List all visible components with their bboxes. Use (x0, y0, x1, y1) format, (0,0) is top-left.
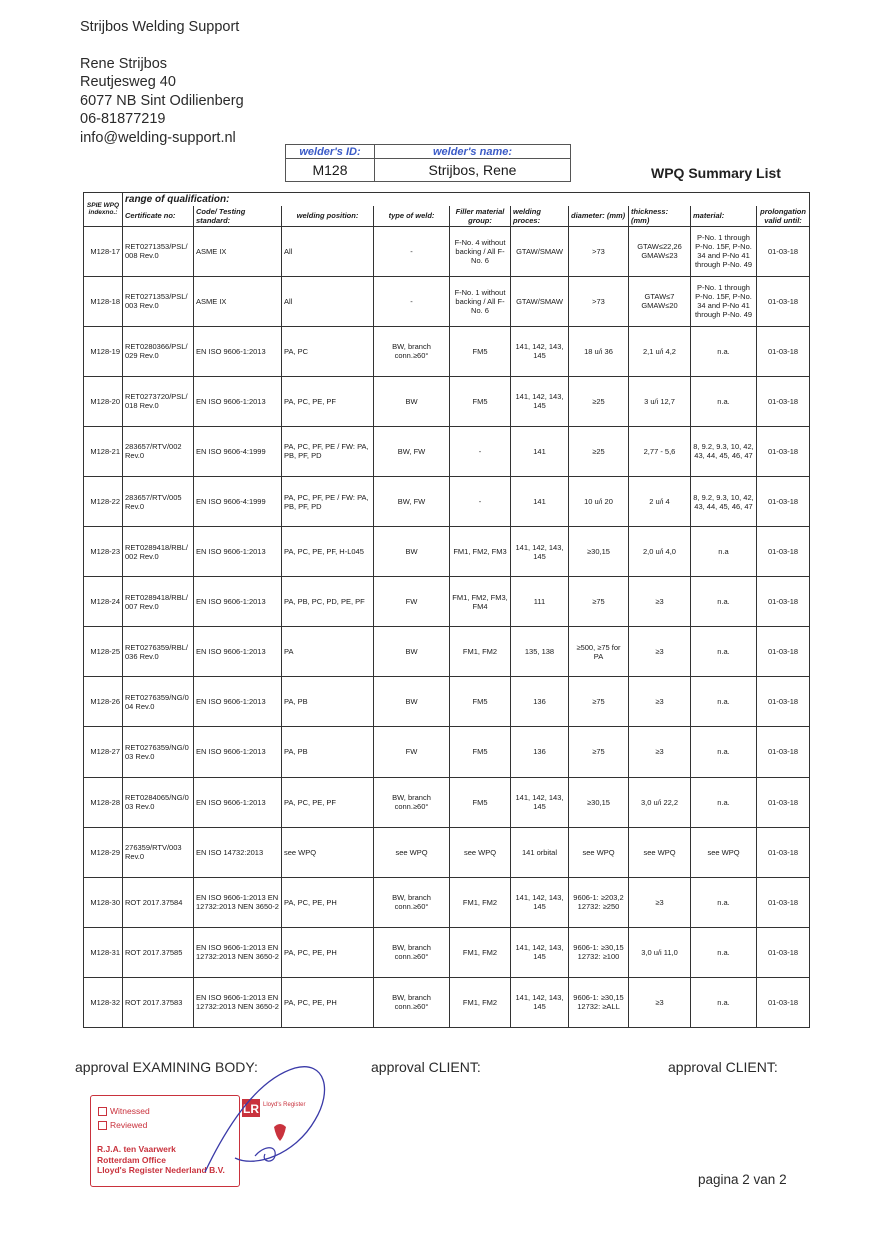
cell-position: PA, PC, PE, PH (282, 977, 374, 1027)
cell-prolong: 01-03-18 (757, 627, 810, 677)
cell-thickness: ≥3 (629, 877, 691, 927)
cell-thickness: ≥3 (629, 727, 691, 777)
cell-filler: FM1, FM2 (450, 877, 511, 927)
cell-diameter: ≥500, ≥75 for PA (569, 627, 629, 677)
approval-client-1: approval CLIENT: (371, 1059, 481, 1075)
signature-flourish-icon (195, 1050, 335, 1180)
witnessed-label: Witnessed (110, 1106, 150, 1116)
logo-text: Lloyd's Register (263, 1102, 306, 1108)
table-row (84, 877, 810, 927)
header-process: welding proces: (511, 206, 569, 227)
cell-code: EN ISO 9606-1:2013 (194, 326, 282, 376)
cell-position: PA, PB (282, 727, 374, 777)
cell-process: 136 (511, 727, 569, 777)
welder-id: M128 (286, 159, 375, 182)
cell-material: 8, 9.2, 9.3, 10, 42, 43, 44, 45, 46, 47 (691, 426, 757, 476)
cell-thickness: GTAW≤22,26 GMAW≤23 (629, 226, 691, 276)
welder-id-label: welder's ID: (286, 145, 375, 159)
cell-thickness: see WPQ (629, 827, 691, 877)
approval-examining-body: approval EXAMINING BODY: (75, 1059, 258, 1075)
cell-prolong: 01-03-18 (757, 827, 810, 877)
stamp-name: R.J.A. ten Vaarwerk (97, 1144, 176, 1154)
table-row (84, 827, 810, 877)
cell-thickness: 2,0 u/i 4,0 (629, 527, 691, 577)
cell-weld: BW, FW (374, 476, 450, 526)
cell-process: 136 (511, 677, 569, 727)
cell-filler: FM1, FM2 (450, 627, 511, 677)
cell-thickness: 3 u/i 12,7 (629, 376, 691, 426)
cell-position: PA, PC, PF, PE / FW: PA, PB, PF, PD (282, 426, 374, 476)
cell-thickness: 3,0 u/i 11,0 (629, 927, 691, 977)
cell-code: EN ISO 9606-1:2013 (194, 376, 282, 426)
cell-process: 141 (511, 426, 569, 476)
cell-weld: BW, branch conn.≥60° (374, 777, 450, 827)
cell-filler: FM1, FM2 (450, 927, 511, 977)
cell-material: n.a. (691, 927, 757, 977)
cell-prolong: 01-03-18 (757, 476, 810, 526)
cell-material: see WPQ (691, 827, 757, 877)
table-row (84, 226, 810, 276)
logo-letters: LR (243, 1102, 259, 1116)
cell-prolong: 01-03-18 (757, 276, 810, 326)
cell-diameter: 9606-1: ≥30,15 12732: ≥100 (569, 927, 629, 977)
cell-cert: 283657/RTV/005 Rev.0 (123, 476, 194, 526)
cell-code: EN ISO 9606-1:2013 (194, 627, 282, 677)
cell-weld: see WPQ (374, 827, 450, 877)
cell-prolong: 01-03-18 (757, 977, 810, 1027)
cell-prolong: 01-03-18 (757, 727, 810, 777)
cell-material: n.a (691, 527, 757, 577)
cell-weld: BW, branch conn.≥60° (374, 326, 450, 376)
cell-position: PA, PC, PE, PF, H-L045 (282, 527, 374, 577)
table-row (84, 627, 810, 677)
cell-process: 141 orbital (511, 827, 569, 877)
cell-weld: BW, branch conn.≥60° (374, 877, 450, 927)
cell-cert: RET0276359/RBL/ 036 Rev.0 (123, 627, 194, 677)
cell-cert: RET0271353/PSL/ 008 Rev.0 (123, 226, 194, 276)
header-prolong: prolongation valid until: (757, 206, 810, 227)
stamp-company: Lloyd's Register Nederland B.V. (97, 1165, 225, 1175)
cell-index: M128-26 (84, 677, 123, 727)
cell-material: n.a. (691, 877, 757, 927)
cell-prolong: 01-03-18 (757, 376, 810, 426)
page-number: pagina 2 van 2 (698, 1172, 787, 1187)
welder-info-table (285, 144, 571, 182)
index-header: SPIE WPQ indexno.: (84, 193, 123, 227)
cell-prolong: 01-03-18 (757, 326, 810, 376)
cell-cert: ROT 2017.37583 (123, 977, 194, 1027)
cell-filler: see WPQ (450, 827, 511, 877)
cell-position: PA, PC, PE, PF (282, 376, 374, 426)
cell-diameter: 9606-1: ≥30,15 12732: ≥ALL (569, 977, 629, 1027)
cell-cert: ROT 2017.37585 (123, 927, 194, 977)
cell-cert: RET0289418/RBL/ 007 Rev.0 (123, 577, 194, 627)
cell-weld: FW (374, 727, 450, 777)
header-diameter: diameter: (mm) (569, 206, 629, 227)
cell-weld: BW (374, 677, 450, 727)
table-row (84, 927, 810, 977)
cell-prolong: 01-03-18 (757, 426, 810, 476)
cell-material: P-No. 1 through P-No. 15F, P-No. 34 and P-No 41 through P-No. 49 (691, 276, 757, 326)
cell-thickness: ≥3 (629, 977, 691, 1027)
cell-process: 141, 142, 143, 145 (511, 877, 569, 927)
cell-prolong: 01-03-18 (757, 577, 810, 627)
email-address: info@welding-support.nl (80, 129, 236, 146)
cell-weld: - (374, 226, 450, 276)
cell-filler: F-No. 1 without backing / All F-No. 6 (450, 276, 511, 326)
cell-thickness: GTAW≤7 GMAW≤20 (629, 276, 691, 326)
company-name: Strijbos Welding Support (80, 19, 240, 35)
cell-diameter: >73 (569, 276, 629, 326)
cell-index: M128-23 (84, 527, 123, 577)
cell-weld: BW (374, 627, 450, 677)
contact-name: Rene Strijbos (80, 55, 168, 72)
qualification-table (83, 192, 810, 1028)
cell-process: 141, 142, 143, 145 (511, 527, 569, 577)
cell-process: 141, 142, 143, 145 (511, 977, 569, 1027)
cell-thickness: 2,77 - 5,6 (629, 426, 691, 476)
cell-diameter: ≥30,15 (569, 777, 629, 827)
cell-index: M128-25 (84, 627, 123, 677)
cell-cert: RET0271353/PSL/ 003 Rev.0 (123, 276, 194, 326)
cell-material: n.a. (691, 326, 757, 376)
cell-material: n.a. (691, 777, 757, 827)
checkbox-icon (98, 1107, 107, 1116)
cell-code: EN ISO 9606-1:2013 (194, 727, 282, 777)
approval-client-2: approval CLIENT: (668, 1059, 778, 1075)
cell-weld: FW (374, 577, 450, 627)
cell-cert: RET0273720/PSL/ 018 Rev.0 (123, 376, 194, 426)
cell-position: PA, PB (282, 677, 374, 727)
cell-cert: RET0289418/RBL/ 002 Rev.0 (123, 527, 194, 577)
cell-index: M128-17 (84, 226, 123, 276)
cell-material: P-No. 1 through P-No. 15F, P-No. 34 and P-No 41 through P-No. 49 (691, 226, 757, 276)
cell-position: PA, PC (282, 326, 374, 376)
cell-position: PA, PC, PF, PE / FW: PA, PB, PF, PD (282, 476, 374, 526)
cell-position: All (282, 276, 374, 326)
cell-prolong: 01-03-18 (757, 677, 810, 727)
cell-index: M128-29 (84, 827, 123, 877)
cell-thickness: ≥3 (629, 627, 691, 677)
cell-material: n.a. (691, 577, 757, 627)
cell-position: PA, PC, PE, PF (282, 777, 374, 827)
cell-thickness: ≥3 (629, 577, 691, 627)
cell-index: M128-18 (84, 276, 123, 326)
table-row (84, 527, 810, 577)
reviewed-label: Reviewed (110, 1120, 148, 1130)
range-header: range of qualification: (123, 193, 810, 206)
cell-process: 141, 142, 143, 145 (511, 927, 569, 977)
header-filler: Filler material group: (450, 206, 511, 227)
cell-diameter: ≥30,15 (569, 527, 629, 577)
table-row (84, 577, 810, 627)
cell-filler: - (450, 476, 511, 526)
reviewed-checkbox (98, 1120, 147, 1131)
cell-diameter: >73 (569, 226, 629, 276)
header-position: welding position: (282, 206, 374, 227)
cell-material: n.a. (691, 627, 757, 677)
table-row (84, 276, 810, 326)
cell-process: 135, 138 (511, 627, 569, 677)
cell-filler: FM1, FM2 (450, 977, 511, 1027)
cell-code: EN ISO 14732:2013 (194, 827, 282, 877)
cell-process: GTAW/SMAW (511, 226, 569, 276)
cell-code: EN ISO 9606-4:1999 (194, 476, 282, 526)
cell-process: GTAW/SMAW (511, 276, 569, 326)
table-row (84, 977, 810, 1027)
cell-position: PA, PC, PE, PH (282, 877, 374, 927)
cell-material: n.a. (691, 977, 757, 1027)
cell-prolong: 01-03-18 (757, 777, 810, 827)
cell-diameter: 10 u/i 20 (569, 476, 629, 526)
cell-position: PA, PB, PC, PD, PE, PF (282, 577, 374, 627)
cell-cert: RET0284065/NG/0 03 Rev.0 (123, 777, 194, 827)
cell-code: EN ISO 9606-4:1999 (194, 426, 282, 476)
cell-index: M128-24 (84, 577, 123, 627)
cell-code: ASME IX (194, 226, 282, 276)
cell-code: EN ISO 9606-1:2013 (194, 527, 282, 577)
table-row (84, 376, 810, 426)
cell-prolong: 01-03-18 (757, 226, 810, 276)
cell-diameter: ≥75 (569, 577, 629, 627)
cell-index: M128-28 (84, 777, 123, 827)
witnessed-checkbox (98, 1106, 150, 1117)
phone-number: 06-81877219 (80, 111, 166, 128)
cell-thickness: 3,0 u/i 22,2 (629, 777, 691, 827)
cell-code: EN ISO 9606-1:2013 EN 12732:2013 NEN 3650-2 (194, 977, 282, 1027)
cell-index: M128-30 (84, 877, 123, 927)
cell-filler: FM5 (450, 727, 511, 777)
cell-weld: BW (374, 527, 450, 577)
cell-weld: BW, branch conn.≥60° (374, 927, 450, 977)
header-material: material: (691, 206, 757, 227)
cell-filler: FM1, FM2, FM3, FM4 (450, 577, 511, 627)
cell-diameter: ≥25 (569, 426, 629, 476)
cell-position: PA, PC, PE, PH (282, 927, 374, 977)
cell-cert: 283657/RTV/002 Rev.0 (123, 426, 194, 476)
cell-process: 141, 142, 143, 145 (511, 326, 569, 376)
cell-filler: F-No. 4 without backing / All F-No. 6 (450, 226, 511, 276)
cell-position: All (282, 226, 374, 276)
header-code: Code/ Testing standard: (194, 206, 282, 227)
welder-name: Strijbos, Rene (375, 159, 571, 182)
cell-diameter: 18 u/i 36 (569, 326, 629, 376)
cell-material: n.a. (691, 376, 757, 426)
street-address: Reutjesweg 40 (80, 74, 176, 91)
stamp-office: Rotterdam Office (97, 1154, 166, 1165)
cell-process: 141 (511, 476, 569, 526)
cell-index: M128-21 (84, 426, 123, 476)
cell-diameter: ≥75 (569, 677, 629, 727)
cell-filler: FM5 (450, 326, 511, 376)
cell-code: EN ISO 9606-1:2013 (194, 777, 282, 827)
cell-code: EN ISO 9606-1:2013 EN 12732:2013 NEN 3650-2 (194, 877, 282, 927)
cell-index: M128-20 (84, 376, 123, 426)
cell-filler: - (450, 426, 511, 476)
cell-index: M128-19 (84, 326, 123, 376)
cell-code: EN ISO 9606-1:2013 (194, 577, 282, 627)
welder-name-label: welder's name: (375, 145, 571, 159)
letterhead (80, 18, 244, 148)
cell-weld: BW (374, 376, 450, 426)
table-row (84, 727, 810, 777)
cell-cert: RET0280366/PSL/ 029 Rev.0 (123, 326, 194, 376)
cell-filler: FM5 (450, 777, 511, 827)
table-row (84, 426, 810, 476)
cell-filler: FM5 (450, 677, 511, 727)
cell-prolong: 01-03-18 (757, 927, 810, 977)
cell-index: M128-22 (84, 476, 123, 526)
cell-thickness: 2 u/i 4 (629, 476, 691, 526)
cell-index: M128-31 (84, 927, 123, 977)
table-row (84, 326, 810, 376)
cell-filler: FM1, FM2, FM3 (450, 527, 511, 577)
cell-process: 141, 142, 143, 145 (511, 777, 569, 827)
header-weld: type of weld: (374, 206, 450, 227)
cell-material: n.a. (691, 677, 757, 727)
cell-weld: - (374, 276, 450, 326)
cell-filler: FM5 (450, 376, 511, 426)
header-thickness: thickness: (mm) (629, 206, 691, 227)
qualification-rows (84, 226, 810, 1028)
cell-prolong: 01-03-18 (757, 527, 810, 577)
table-row (84, 777, 810, 827)
cell-code: ASME IX (194, 276, 282, 326)
cell-cert: 276359/RTV/003 Rev.0 (123, 827, 194, 877)
cell-diameter: 9606-1: ≥203,2 12732: ≥250 (569, 877, 629, 927)
cell-prolong: 01-03-18 (757, 877, 810, 927)
cell-position: see WPQ (282, 827, 374, 877)
cell-diameter: ≥75 (569, 727, 629, 777)
cell-cert: RET0276359/NG/0 04 Rev.0 (123, 677, 194, 727)
checkbox-icon (98, 1121, 107, 1130)
cell-diameter: ≥25 (569, 376, 629, 426)
city-address: 6077 NB Sint Odilienberg (80, 92, 244, 109)
cell-index: M128-32 (84, 977, 123, 1027)
cell-code: EN ISO 9606-1:2013 (194, 677, 282, 727)
cell-diameter: see WPQ (569, 827, 629, 877)
table-row (84, 677, 810, 727)
cell-cert: ROT 2017.37584 (123, 877, 194, 927)
cell-material: n.a. (691, 727, 757, 777)
summary-title: WPQ Summary List (651, 165, 781, 181)
cell-position: PA (282, 627, 374, 677)
cell-thickness: 2,1 u/i 4,2 (629, 326, 691, 376)
cell-weld: BW, FW (374, 426, 450, 476)
cell-weld: BW, branch conn.≥60° (374, 977, 450, 1027)
cell-process: 141, 142, 143, 145 (511, 376, 569, 426)
cell-code: EN ISO 9606-1:2013 EN 12732:2013 NEN 3650-2 (194, 927, 282, 977)
table-row (84, 476, 810, 526)
cell-thickness: ≥3 (629, 677, 691, 727)
cell-process: 111 (511, 577, 569, 627)
cell-cert: RET0276359/NG/0 03 Rev.0 (123, 727, 194, 777)
cell-material: 8, 9.2, 9.3, 10, 42, 43, 44, 45, 46, 47 (691, 476, 757, 526)
header-cert: Certificate no: (123, 206, 194, 227)
cell-index: M128-27 (84, 727, 123, 777)
